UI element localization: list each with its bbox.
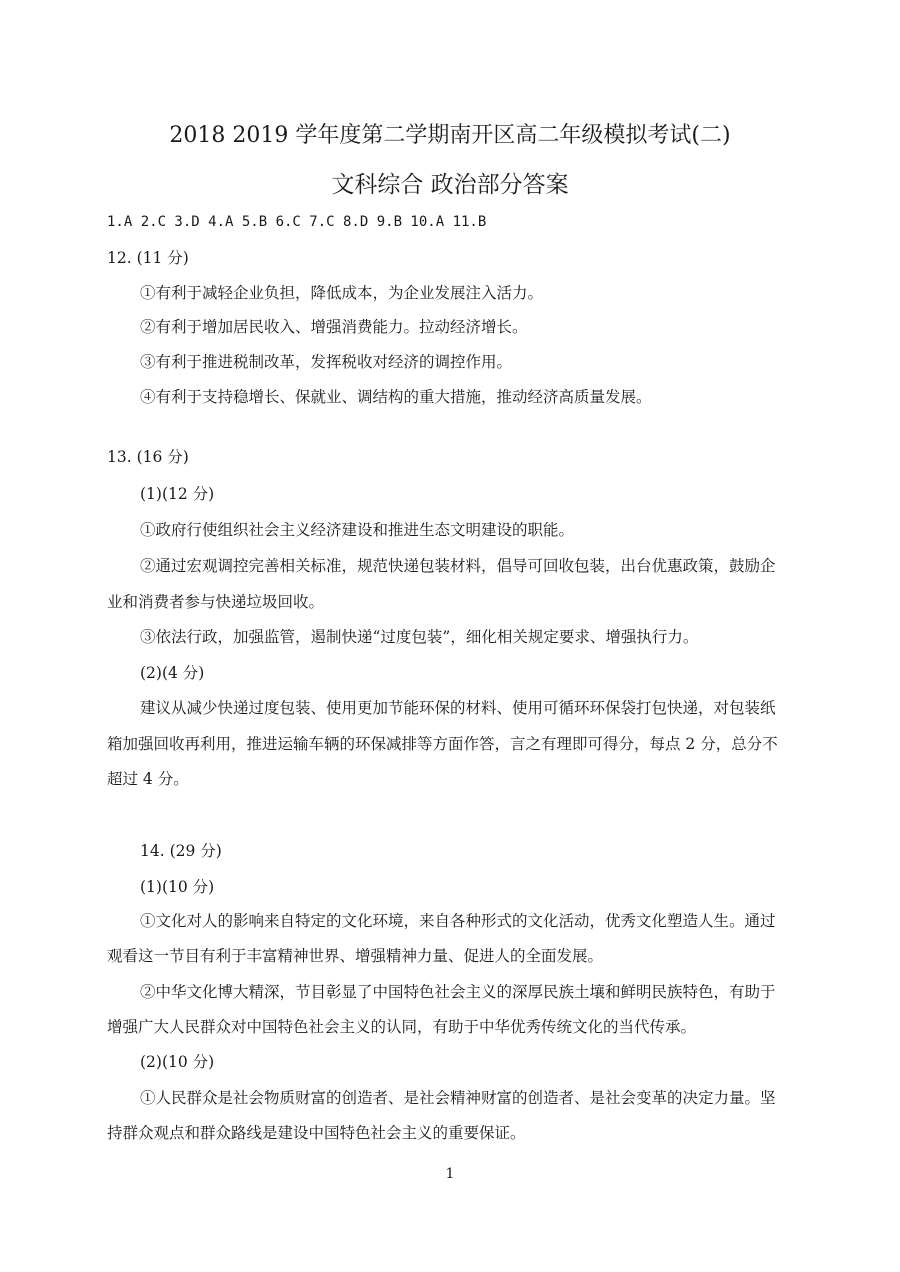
q14-part1-line-3: ②中华文化博大精深，节目彰显了中国特色社会主义的深厚民族土壤和鲜明民族特色，有助于 — [140, 983, 776, 1001]
q12-item-4: ④有利于支持稳增长、保就业、调结构的重大措施，推动经济高质量发展。 — [140, 388, 652, 406]
q12-item-2: ②有利于增加居民收入、增强消费能力。拉动经济增长。 — [140, 318, 528, 336]
q12-item-3: ③有利于推进税制改革，发挥税收对经济的调控作用。 — [140, 353, 513, 371]
q13-part1-line-1: ①政府行使组织社会主义经济建设和推进生态文明建设的职能。 — [140, 521, 575, 539]
q14-heading: 14. (29 分) — [140, 842, 222, 860]
q14-part2-line-1: ①人民群众是社会物质财富的创造者、是社会精神财富的创造者、是社会变革的决定力量。坚 — [140, 1089, 776, 1107]
q14-part1-line-1: ①文化对人的影响来自特定的文化环境，来自各种形式的文化活动，优秀文化塑造人生。通过 — [140, 912, 776, 930]
q12-heading: 12. (11 分) — [107, 249, 189, 267]
exam-subtitle: 文科综合 政治部分答案 — [331, 172, 569, 198]
q13-part1-heading: (1)(12 分) — [140, 485, 215, 503]
q13-part2-line-2: 箱加强回收再利用，推进运输车辆的环保减排等方面作答，言之有理即可得分，每点 2 分，总分不 — [107, 735, 778, 753]
q14-part1-heading: (1)(10 分) — [140, 878, 215, 896]
q12-item-1: ①有利于减轻企业负担，降低成本，为企业发展注入活力。 — [140, 284, 544, 302]
q13-part1-line-3: 业和消费者参与快递垃圾回收。 — [107, 593, 325, 611]
q14-part2-heading: (2)(10 分) — [140, 1053, 215, 1071]
page-number: 1 — [445, 1166, 455, 1182]
q13-part2-line-1: 建议从减少快递过度包装、使用更加节能环保的材料、使用可循环环保袋打包快递，对包装纸 — [140, 699, 776, 717]
q13-part1-line-2: ②通过宏观调控完善相关标准，规范快递包装材料，倡导可回收包装，出台优惠政策，鼓励企 — [140, 557, 776, 575]
q14-part1-line-4: 增强广大人民群众对中国特色社会主义的认同，有助于中华优秀传统文化的当代传承。 — [107, 1018, 697, 1036]
q13-part2-heading: (2)(4 分) — [140, 664, 205, 682]
exam-title: 2018 2019 学年度第二学期南开区高二年级模拟考试(二) — [169, 123, 731, 148]
q13-part1-line-4: ③依法行政，加强监管，遏制快递“过度包装”，细化相关规定要求、增强执行力。 — [140, 628, 699, 646]
q13-heading: 13. (16 分) — [107, 448, 189, 466]
q14-part1-line-2: 观看这一节目有利于丰富精神世界、增强精神力量、促进人的全面发展。 — [107, 947, 604, 965]
choice-answers: 1.A 2.C 3.D 4.A 5.B 6.C 7.C 8.D 9.B 10.A 11.B — [107, 214, 487, 230]
q14-part2-line-2: 持群众观点和群众路线是建设中国特色社会主义的重要保证。 — [107, 1124, 526, 1142]
q13-part2-line-3: 超过 4 分。 — [107, 770, 189, 788]
